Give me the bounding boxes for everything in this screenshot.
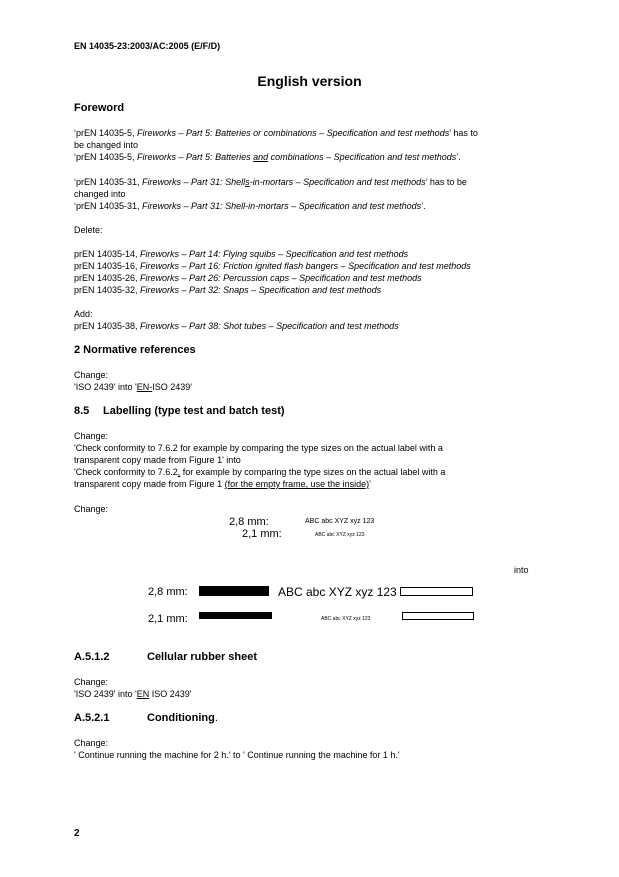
change-label: Change: (74, 504, 109, 514)
text: 'Check conformity to 7.6.2 (74, 467, 178, 477)
page-number: 2 (74, 828, 80, 839)
line (74, 688, 191, 700)
section-number: 8.5 (74, 405, 90, 417)
delete-label: Delete: (74, 225, 103, 235)
text: prEN 14035-14, (74, 249, 141, 259)
line (74, 466, 445, 478)
list-item (74, 320, 399, 332)
size-label-2-1: 2,1 mm: (242, 528, 282, 540)
text: prEN 14035-32, (74, 285, 141, 295)
text: ’. (421, 201, 426, 211)
line: ' Continue running the machine for 2 h.' to ' Continue running the machine for 1 h.' (74, 750, 400, 760)
section-title-line (147, 712, 218, 724)
text: Fireworks – Part 26: Percussion caps – Specification and test methods (140, 273, 422, 283)
text: Fireworks – Part 31: Shell-in-mortars – Specification and test methods (142, 201, 422, 211)
text (253, 152, 268, 162)
line (74, 381, 192, 393)
text: 'ISO 2439' into ' (74, 382, 137, 392)
change-label: Change: (74, 738, 109, 748)
size-label-2-8: 2,8 mm: (229, 516, 269, 528)
underlined-text: , (177, 467, 181, 477)
normative-heading: 2 Normative references (74, 344, 196, 356)
text: . (214, 712, 218, 724)
text: ’. (456, 152, 461, 162)
underlined-text: (for the empty frame, use the inside) (224, 479, 370, 489)
labelling-change (74, 430, 445, 490)
add-label: Add: (74, 309, 93, 319)
page-title: English version (257, 73, 362, 89)
text: Fireworks – Part 32: Snaps – Specification and test methods (140, 285, 382, 295)
text: -in-mortars – Specification and test methods (249, 177, 426, 187)
text: ’ has to (449, 128, 478, 138)
line: 'Check conformity to 7.6.2 for example by comparing the type sizes on the actual label with a (74, 443, 443, 453)
size-label-2-1: 2,1 mm: (148, 613, 188, 625)
change-label: Change: (74, 677, 109, 687)
list-item (74, 272, 471, 284)
text: ‘prEN 14035-31, (74, 201, 143, 211)
foreword-paragraph-1 (74, 127, 478, 163)
text: Fireworks – Part 5: Batteries or combinations – Specification and test methods (137, 128, 450, 138)
into-label: into (514, 565, 529, 575)
line (74, 151, 478, 163)
change-label: Change: (74, 370, 109, 380)
sample-text-2-1: ABC abc XYZ xyz 123 (315, 532, 365, 538)
text: Fireworks – Part 14: Flying squibs – Specification and test methods (140, 249, 409, 259)
text: transparent copy made from Figure 1 (74, 479, 225, 489)
line (74, 176, 467, 188)
sample-text-2-8: ABC abc XYZ xyz 123 (278, 585, 397, 599)
addition-block (74, 308, 399, 332)
list-item (74, 260, 471, 272)
text: Fireworks – Part 38: Shot tubes – Specification and test methods (140, 321, 399, 331)
line (74, 200, 467, 212)
text: ‘prEN 14035-5, (74, 152, 138, 162)
text: ‘prEN 14035-31, (74, 177, 143, 187)
sample-text-2-1: ABC abc XYZ xyz 123 (321, 616, 371, 622)
section-title: Conditioning (147, 712, 215, 724)
foreword-heading: Foreword (74, 102, 125, 114)
change-label: Change: (74, 431, 109, 441)
line (74, 127, 478, 139)
text: ‘prEN 14035-5, (74, 128, 138, 138)
text: combinations – Specification and test methods (268, 152, 457, 162)
text: ISO 2439' (152, 382, 192, 392)
text: prEN 14035-26, (74, 273, 141, 283)
text: Fireworks – Part 5: Batteries (137, 152, 254, 162)
underlined-text: s (245, 177, 250, 187)
sample-text-2-8: ABC abc XYZ xyz 123 (305, 518, 375, 525)
text: prEN 14035-16, (74, 261, 141, 271)
a521-change (74, 737, 400, 761)
underlined-text: EN (136, 689, 150, 699)
black-bar-2-1 (199, 612, 272, 619)
document-id: EN 14035-23:2003/AC:2005 (E/F/D) (74, 41, 221, 51)
a512-change (74, 676, 191, 700)
normative-change (74, 369, 192, 393)
section-title: Labelling (type test and batch test) (103, 405, 285, 417)
text: prEN 14035-38, (74, 321, 141, 331)
size-label-2-8: 2,8 mm: (148, 586, 188, 598)
underlined-text: and (253, 152, 269, 162)
list-item (74, 284, 471, 296)
text: Fireworks – Part 31: Shell (142, 177, 246, 187)
section-number: A.5.1.2 (74, 651, 110, 663)
line: changed into (74, 189, 126, 199)
empty-frame-2-1 (402, 612, 474, 620)
text: ISO 2439' (149, 689, 192, 699)
section-number: A.5.2.1 (74, 712, 110, 724)
line (74, 478, 445, 490)
line: be changed into (74, 140, 139, 150)
text: 'ISO 2439' into ' (74, 689, 137, 699)
text: Fireworks – Part 16: Friction ignited flash bangers – Specification and test methods (140, 261, 471, 271)
black-bar-2-8 (199, 586, 269, 596)
section-title: Cellular rubber sheet (147, 651, 258, 663)
text: for example by comparing the type sizes on the actual label with a (180, 467, 446, 477)
underlined-text: EN- (136, 382, 153, 392)
empty-frame-2-8 (400, 587, 473, 596)
line: transparent copy made from Figure 1' into (74, 455, 241, 465)
text: ’ has to be (425, 177, 467, 187)
text: ' (369, 479, 371, 489)
list-item (74, 248, 471, 260)
deletion-list (74, 248, 471, 296)
foreword-paragraph-2 (74, 176, 467, 212)
